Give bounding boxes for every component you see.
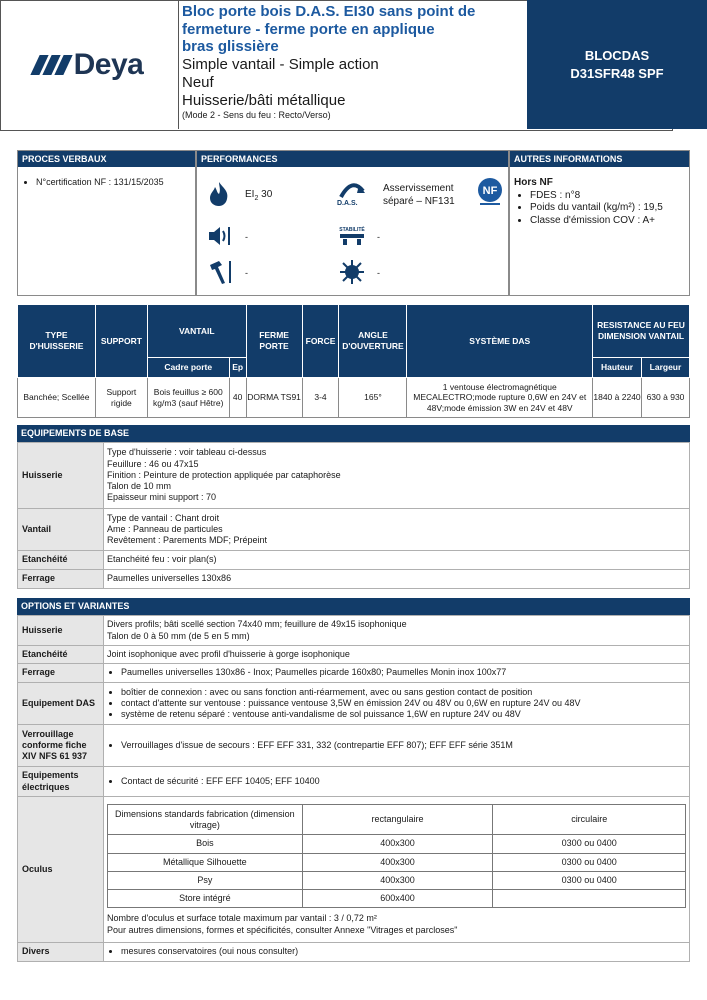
table-row — [18, 943, 690, 962]
vantail-line: Ame : Panneau de particules — [107, 523, 223, 534]
oculus-row-name: Store intégré — [108, 890, 303, 908]
col-force: FORCE — [302, 305, 339, 378]
hors-nf-label: Hors NF — [514, 177, 553, 188]
reference-line-2: D31SFR48 SPF — [570, 65, 664, 81]
options-section — [17, 598, 690, 962]
row-label-huisserie: Huisserie — [18, 443, 104, 509]
huisserie-line: Epaisseur mini support : 70 — [107, 492, 217, 503]
fdes-item: • FDES : n°8 — [530, 190, 689, 203]
subtitle-action: Simple vantail - Simple action — [182, 56, 379, 74]
asservissement-text: Asservissement séparé – NF131 — [383, 183, 455, 207]
table-row — [18, 664, 690, 683]
nf-logo-icon — [475, 177, 505, 207]
oculus-row-circ: 0300 ou 0400 — [493, 835, 686, 853]
oculus-row-rect: 400x300 — [302, 853, 493, 871]
cell-support: Support rigide — [95, 378, 147, 418]
opt-label-ferrage: Ferrage — [18, 664, 104, 683]
pv-section — [17, 150, 196, 296]
oculus-table — [107, 804, 686, 908]
oculus-row-name: Psy — [108, 871, 303, 889]
opt-electrique-item: • Contact de sécurité : EFF EFF 10405; EFF 10400 — [121, 776, 686, 787]
col-ferme-porte: FERME PORTE — [246, 305, 302, 378]
table-row — [18, 378, 690, 418]
oculus-header-dimensions: Dimensions standards fabrication (dimension vitrage) — [108, 805, 303, 835]
oculus-row-name: Métallique Silhouette — [108, 853, 303, 871]
ferrage-line: Paumelles universelles 130x86 — [104, 570, 690, 589]
oculus-row-rect: 400x300 — [302, 835, 493, 853]
oculus-header-rect: rectangulaire — [302, 805, 493, 835]
table-row — [18, 797, 690, 943]
hammer-icon — [207, 259, 233, 285]
row-label-ferrage: Ferrage — [18, 570, 104, 589]
row-label-etancheite: Etanchéité — [18, 551, 104, 570]
opt-label-electrique: Equipements électriques — [18, 767, 104, 797]
title-line-3: bras glissière — [182, 38, 279, 56]
fire-icon — [207, 181, 231, 207]
product-reference — [527, 0, 707, 129]
das-icon — [337, 179, 367, 199]
opt-etancheite-line: Joint isophonique avec profil d'huisserie à gorge isophonique — [104, 646, 690, 664]
table-row — [18, 683, 690, 725]
pv-title: PROCES VERBAUX — [18, 151, 195, 167]
oculus-row-rect: 400x300 — [302, 871, 493, 889]
subtitle-frame: Huisserie/bâti métallique — [182, 92, 346, 110]
deya-logo — [0, 0, 179, 129]
title-line-2: fermeture - ferme porte en applique — [182, 20, 435, 38]
das-label: D.A.S. — [337, 200, 358, 207]
table-row — [18, 646, 690, 664]
huisserie-line: Type d'huisserie : voir tableau ci-dessus — [107, 447, 267, 458]
logo-text: Deya — [73, 47, 144, 81]
cell-angle: 165° — [339, 378, 407, 418]
performances-section — [196, 150, 509, 296]
stability-value: - — [377, 232, 380, 242]
huisserie-line: Finition : Peinture de protection appliquée par cataphorèse — [107, 469, 341, 480]
document-header — [0, 0, 673, 131]
oculus-header-circ: circulaire — [493, 805, 686, 835]
opt-das-item: • boîtier de connexion : avec ou sans fonction anti-réarmement, avec ou sans gestion contact de position — [121, 687, 686, 698]
fire-mode: (Mode 2 - Sens du feu : Recto/Verso) — [182, 110, 331, 121]
climate-value: - — [377, 268, 380, 278]
opt-das-item: • système de retenu séparé : ventouse anti-vandalisme de sol puissance 1,6W en rupture 24V ou 48V — [121, 709, 686, 720]
opt-label-verrouillage: Verrouillage conforme fiche XIV NFS 61 937 — [18, 725, 104, 767]
table-row — [18, 509, 690, 551]
base-equipment-section — [17, 425, 690, 589]
oculus-note: Pour autres dimensions, formes et spécificités, consulter Annexe "Vitrages et parcloses" — [107, 924, 458, 935]
table-row — [18, 767, 690, 797]
stability-icon — [337, 225, 367, 247]
cell-ep: 40 — [229, 378, 246, 418]
opt-divers-item: • mesures conservatoires (oui nous consulter) — [121, 946, 686, 957]
opt-label-huisserie: Huisserie — [18, 616, 104, 646]
opt-huisserie-line: Divers profils; bâti scellé section 74x40 mm; feuillure de 49x15 isophonique — [107, 619, 407, 630]
huisserie-line: Talon de 10 mm — [107, 481, 172, 492]
oculus-row-rect: 600x400 — [302, 890, 493, 908]
vantail-line: Type de vantail : Chant droit — [107, 512, 220, 523]
opt-label-etancheite: Etanchéité — [18, 646, 104, 664]
col-hauteur: Hauteur — [593, 358, 642, 378]
cell-systeme: 1 ventouse électromagnétique MECALECTRO;mode rupture 0,6W en 24V et 48V;mode émission 3W en 24V et 48V — [407, 378, 593, 418]
col-resistance: RESISTANCE AU FEU DIMENSION VANTAIL — [593, 305, 690, 358]
subtitle-new: Neuf — [182, 74, 214, 92]
oculus-note: Nombre d'oculus et surface totale maximum par vantail : 3 / 0,72 m² — [107, 913, 377, 924]
reference-line-1: BLOCDAS — [584, 47, 650, 63]
oculus-row-circ: 0300 ou 0400 — [493, 853, 686, 871]
col-type-huisserie: TYPE D'HUISSERIE — [18, 305, 96, 378]
col-support: SUPPORT — [95, 305, 147, 378]
table-row — [18, 616, 690, 646]
table-row — [18, 443, 690, 509]
row-label-vantail: Vantail — [18, 509, 104, 551]
opt-verrouillage-item: • Verrouillages d'issue de secours : EFF EFF 331, 332 (contrepartie EFF 807); EFF EFF série 351M — [121, 740, 686, 751]
cell-ferme: DORMA TS91 — [246, 378, 302, 418]
col-ep: Ep — [229, 358, 246, 378]
col-largeur: Largeur — [641, 358, 689, 378]
cell-force: 3-4 — [302, 378, 339, 418]
opt-label-das: Equipement DAS — [18, 683, 104, 725]
climate-icon — [339, 259, 365, 285]
product-title-block — [182, 3, 492, 121]
pv-certification: • N°certification NF : 131/15/2035 — [36, 177, 195, 188]
vantail-line: Revêtement : Parements MDF; Prépeint — [107, 535, 268, 546]
table-row — [18, 725, 690, 767]
break-in-value: - — [245, 268, 248, 278]
opt-das-item: • contact d'attente sur ventouse : puissance ventouse 3,5W en émission 24V ou 48V ou 0,6W en rupture 24V ou 48V — [121, 698, 686, 709]
options-title: OPTIONS ET VARIANTES — [17, 598, 690, 615]
acoustic-icon — [207, 225, 233, 247]
opt-label-oculus: Oculus — [18, 797, 104, 943]
opt-ferrage-item: • Paumelles universelles 130x86 - Inox; Paumelles picarde 160x80; Paumelles Monin inox 100x77 — [121, 667, 686, 678]
table-row — [18, 551, 690, 570]
acoustic-value: - — [245, 232, 248, 242]
etancheite-line: Etanchéité feu : voir plan(s) — [104, 551, 690, 570]
col-vantail: VANTAIL — [147, 305, 246, 358]
other-info-section — [509, 150, 690, 296]
oculus-row-name: Bois — [108, 835, 303, 853]
nf-logo-text: NF — [482, 185, 498, 197]
cell-largeur: 630 à 930 — [641, 378, 689, 418]
base-equipment-title: EQUIPEMENTS DE BASE — [17, 425, 690, 442]
fire-rating: $EI_2$ 30 — [245, 189, 273, 202]
table-row — [18, 570, 690, 589]
oculus-row-circ: 0300 ou 0400 — [493, 871, 686, 889]
huisserie-line: Feuillure : 46 ou 47x15 — [107, 458, 199, 469]
cov-item: • Classe d'émission COV : A+ — [530, 215, 689, 228]
cell-cadre: Bois feuillus ≥ 600 kg/m3 (sauf Hêtre) — [147, 378, 229, 418]
opt-huisserie-line: Talon de 0 à 50 mm (de 5 en 5 mm) — [107, 630, 250, 641]
opt-label-divers: Divers — [18, 943, 104, 962]
col-cadre-porte: Cadre porte — [147, 358, 229, 378]
performances-title: PERFORMANCES — [197, 151, 508, 167]
other-info-title: AUTRES INFORMATIONS — [510, 151, 689, 167]
cell-hauteur: 1840 à 2240 — [593, 378, 642, 418]
logo-mark-icon — [35, 55, 68, 75]
main-specs-table — [17, 304, 690, 418]
title-line-1: Bloc porte bois D.A.S. EI30 sans point de — [182, 3, 476, 20]
weight-item: • Poids du vantail (kg/m²) : 19,5 — [530, 202, 689, 215]
col-angle: ANGLE D'OUVERTURE — [339, 305, 407, 378]
col-systeme-das: SYSTÈME DAS — [407, 305, 593, 378]
oculus-row-circ — [493, 890, 686, 908]
cell-type: Banchée; Scellée — [18, 378, 96, 418]
svg-text:STABILITÉ: STABILITÉ — [339, 227, 365, 233]
